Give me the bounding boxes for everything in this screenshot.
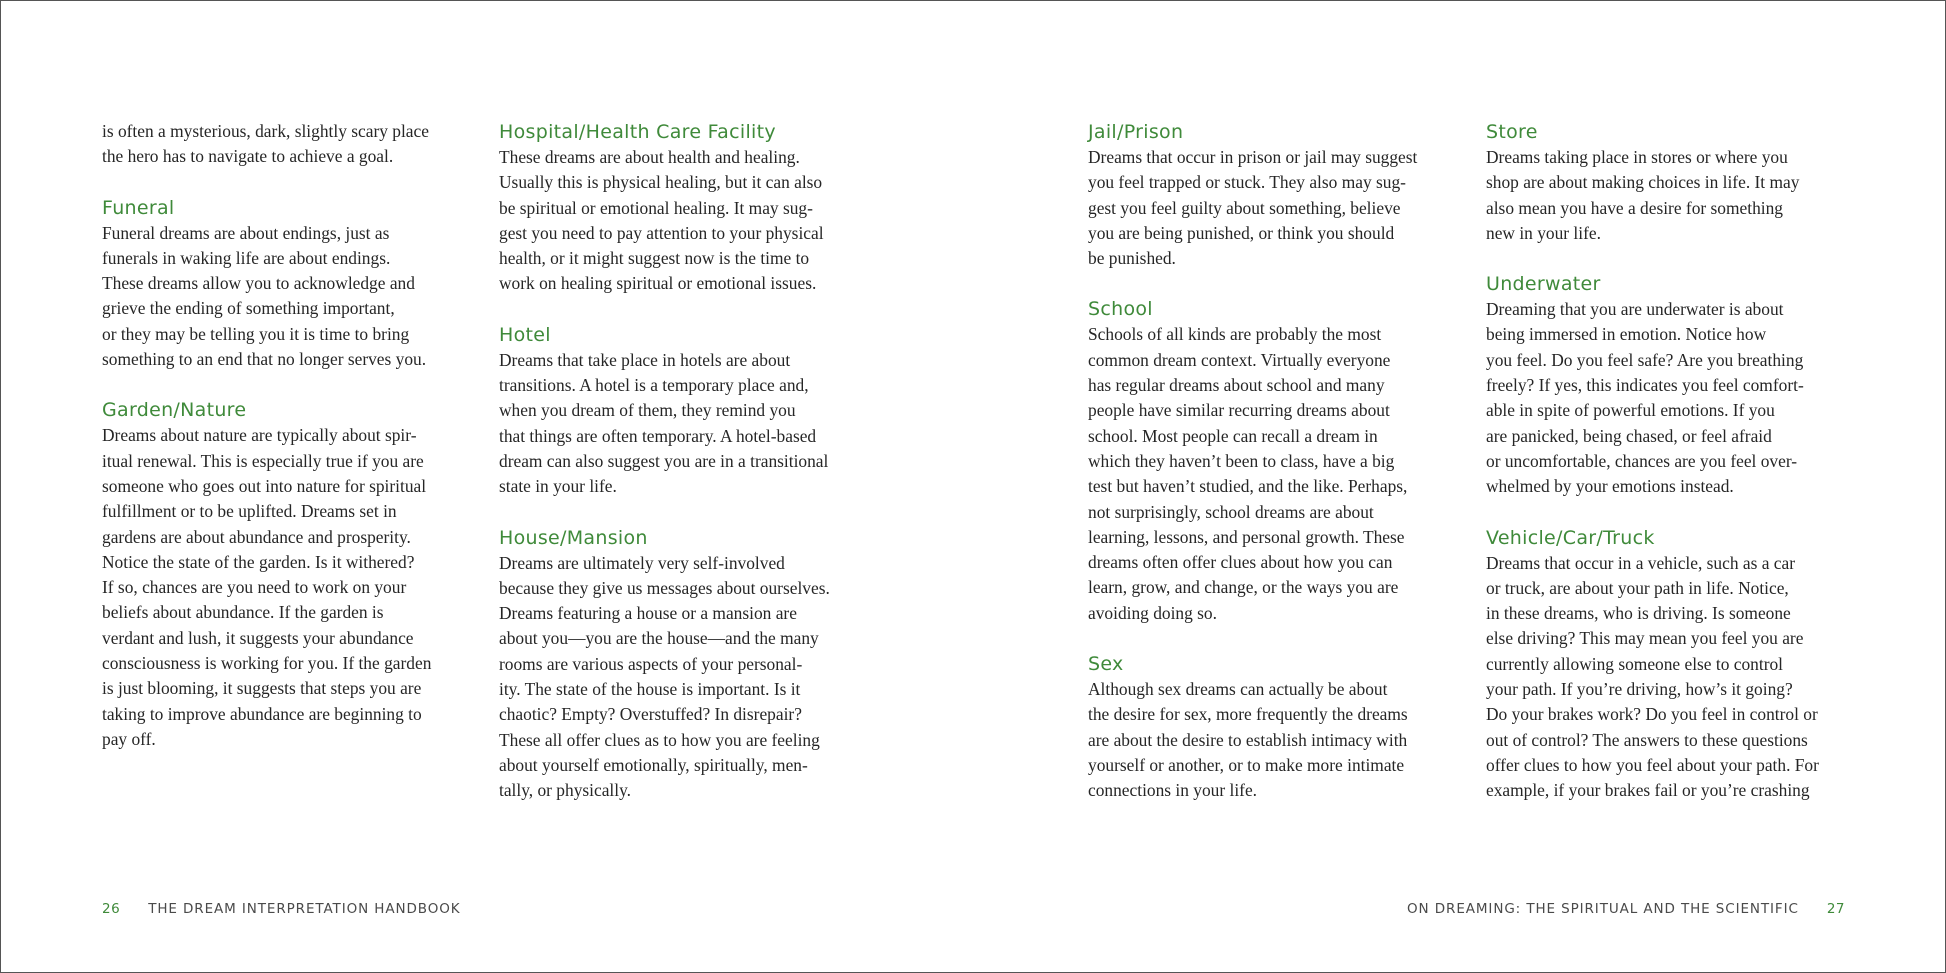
page-number: 27 (1826, 901, 1845, 917)
entry-vehicle (1486, 525, 1856, 804)
entry-body: Dreams that occur in a vehicle, such as a car or truck, are about your path in life. Notice, in these dreams, who is driving. Is someone else driving? This may mean you feel you are currently allowing someone else to control your path. If you’re driving, how’s it going? Do your brakes work? Do you feel in control or out of control? The answers to these questions offer clues to how you feel about your path. For example, if your brakes fail or you’re crashing (1486, 552, 1819, 801)
left-page (1, 1, 973, 972)
entry-funeral (102, 195, 472, 373)
entry-underwater (1486, 271, 1856, 499)
entry-heading: Garden/Nature (102, 399, 247, 422)
entry-heading: Jail/Prison (1088, 121, 1184, 143)
entry-body: Although sex dreams can actually be about the desire for sex, more frequently the dreams are about the desire to establish intimacy with yourself or another, or to make more intimate connections in your life. (1088, 679, 1408, 801)
entry-sex (1088, 651, 1458, 803)
right-page-column-1 (1088, 119, 1458, 804)
right-page-column-2 (1486, 119, 1856, 804)
entry-body: Dreams taking place in stores or where you shop are about making choices in life. It may also mean you have a desire for something new in your life. (1486, 147, 1800, 243)
entry-heading: Store (1486, 121, 1538, 143)
left-page-column-1 (102, 119, 472, 752)
entry-body: Dreams that take place in hotels are about transitions. A hotel is a temporary place and, when you dream of them, they remind you that things are often temporary. A hotel-based dream can also suggest you are in a transitional state in your life. (499, 349, 829, 497)
entry-store (1486, 119, 1856, 246)
entry-heading: Funeral (102, 196, 175, 219)
right-page (973, 1, 1945, 972)
left-page-column-2 (499, 119, 869, 804)
entry-house-mansion (499, 525, 869, 804)
right-page-footer (1407, 901, 1845, 917)
left-page-footer (102, 901, 461, 917)
entry-heading: School (1088, 298, 1153, 321)
entry-body: Dreams about nature are typically about spir- itual renewal. This is especially true if you are someone who goes out into nature for spiritual fulfillment or to be uplifted. Dreams set in gardens are about abundance and prosperity. Notice the state of the garden. Is it withered? If so, chances are you need to work on your beliefs about abundance. If the garden is verdant and lush, it suggests your abundance consciousness is working for you. If the garden is just blooming, it suggests that steps you are taking to improve abundance are beginning to pay off. (102, 425, 432, 749)
entry-body: Dreaming that you are underwater is about being immersed in emotion. Notice how you feel. Do you feel safe? Are you breathing freely? If yes, this indicates you feel comfort- able in spite of powerful emotions. If you are panicked, being chased, or feel afraid or uncomfortable, chances are you feel over- whelmed by your emotions instead. (1486, 299, 1804, 497)
entry-body: Dreams that occur in prison or jail may suggest you feel trapped or stuck. They also may sug- gest you feel guilty about something, believe you are being punished, or think you should be punished. (1088, 147, 1418, 269)
entry-hospital (499, 119, 869, 297)
entry-heading: Sex (1088, 653, 1124, 676)
continued-paragraph: is often a mysterious, dark, slightly scary place the hero has to navigate to achieve a goal. (102, 121, 429, 167)
entry-hotel (499, 322, 869, 500)
entry-school (1088, 296, 1458, 626)
running-title: THE DREAM INTERPRETATION HANDBOOK (148, 901, 461, 917)
entry-heading: Hotel (499, 323, 551, 346)
entry-body: These dreams are about health and healing. Usually this is physical healing, but it can also be spiritual or emotional healing. It may sug- gest you need to pay attention to your physical health, or it might suggest now is the time to work on healing spiritual or emotional issues. (499, 147, 824, 294)
entry-heading: Vehicle/Car/Truck (1486, 526, 1655, 549)
entry-body: Funeral dreams are about endings, just as funerals in waking life are about endings. These dreams allow you to acknowledge and grieve the ending of something important, or they may be telling you it is time to bring something to an end that no longer serves you. (102, 222, 427, 370)
entry-jail-prison (1088, 119, 1458, 271)
running-title: ON DREAMING: THE SPIRITUAL AND THE SCIENTIFIC (1407, 901, 1799, 917)
entry-heading: House/Mansion (499, 526, 648, 549)
entry-heading: Hospital/Health Care Facility (499, 121, 776, 143)
page-number: 26 (102, 901, 121, 917)
entry-garden-nature (102, 397, 472, 752)
entry-body: Dreams are ultimately very self-involved because they give us messages about ourselves. Dreams featuring a house or a mansion are about you—you are the house—and the many rooms are various aspects of your personal- ity. The state of the house is important. Is it chaotic? Empty? Overstuffed? In disrepair? These all offer clues as to how you are feeling about yourself emotionally, spiritually, men- tally, or physically. (499, 552, 830, 801)
entry-body: Schools of all kinds are probably the most common dream context. Virtually everyone has regular dreams about school and many people have similar recurring dreams about school. Most people can recall a dream in which they haven’t been to class, have a big test but haven’t studied, and the like. Perhaps, not surprisingly, school dreams are about learning, lessons, and personal growth. These dreams often offer clues about how you can learn, grow, and change, or the ways you are avoiding doing so. (1088, 324, 1408, 623)
entry-heading: Underwater (1486, 273, 1601, 296)
